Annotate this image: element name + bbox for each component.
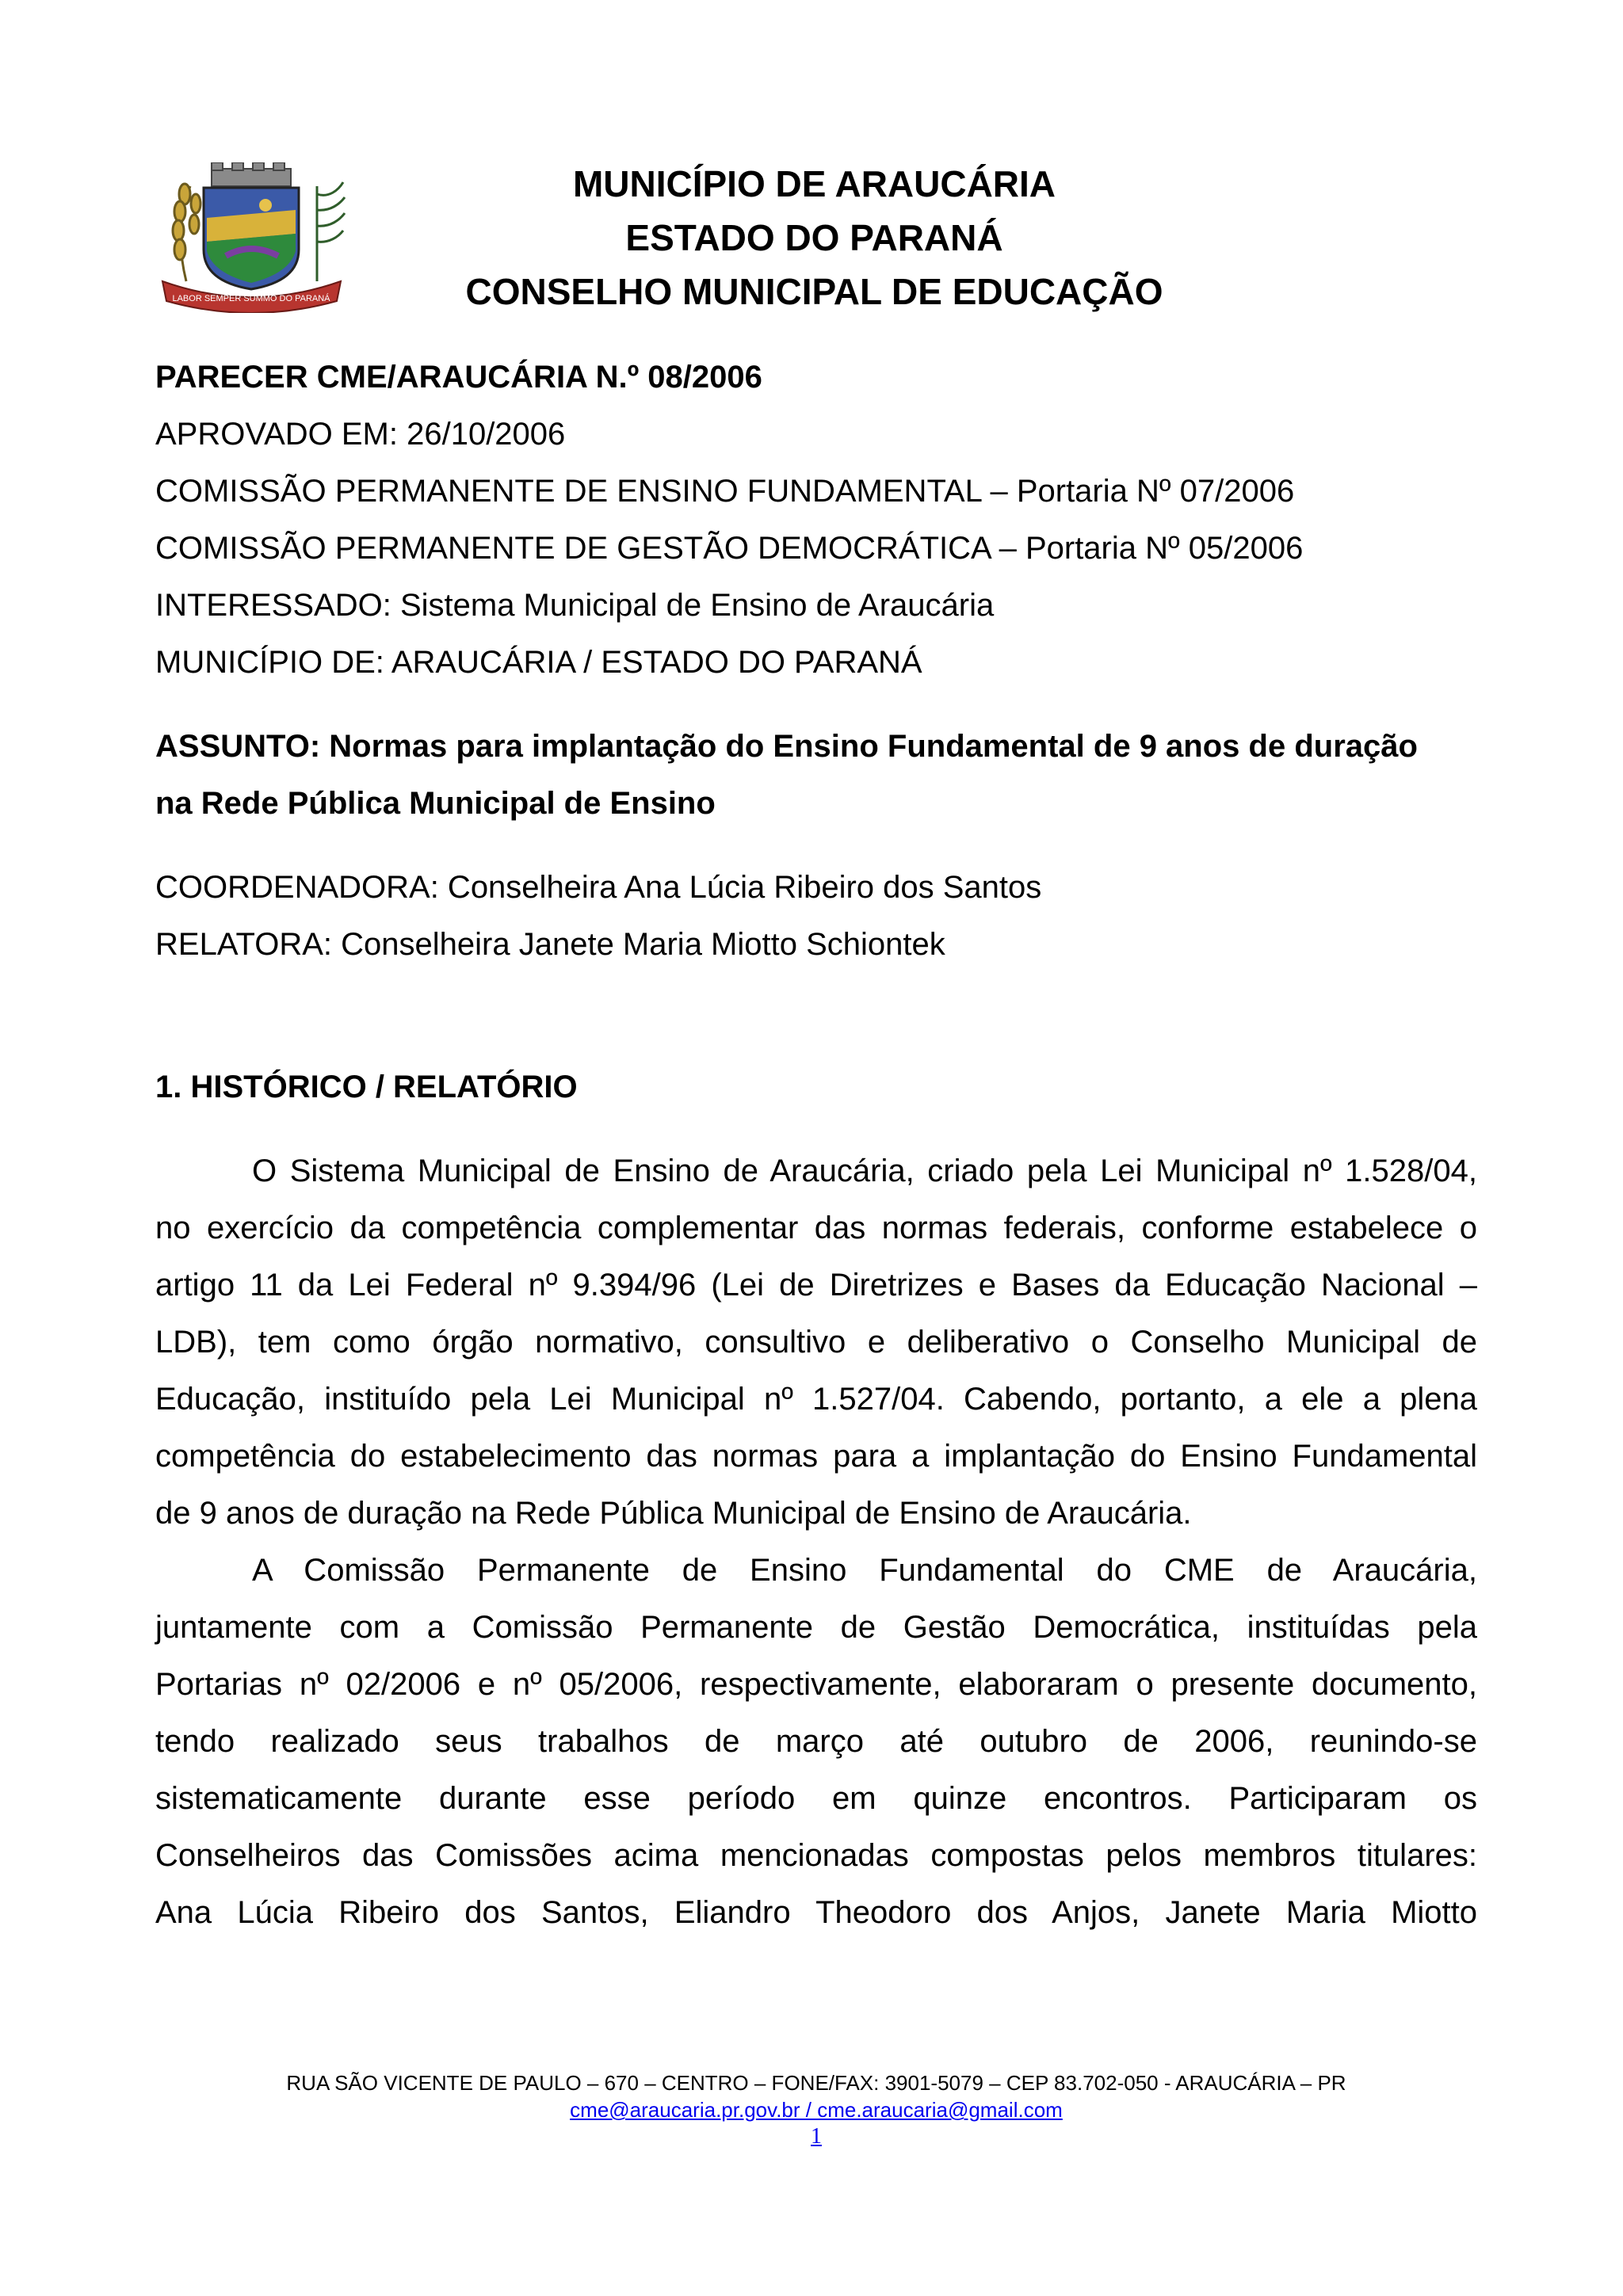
subject-line-2: na Rede Pública Municipal de Ensino	[155, 786, 716, 821]
header-municipality: MUNICÍPIO DE ARAUCÁRIA	[572, 163, 1056, 204]
header-state: ESTADO DO PARANÁ	[625, 217, 1003, 258]
commission-ensino-fundamental: COMISSÃO PERMANENTE DE ENSINO FUNDAMENTAL – Portaria Nº 07/2006	[155, 474, 1295, 509]
paragraph-line: Conselheiros das Comissões acima mencionadas compostas pelos membros titulares:	[155, 1838, 1477, 1873]
municipality-line: MUNICÍPIO DE: ARAUCÁRIA / ESTADO DO PARANÁ	[155, 645, 922, 680]
rapporteur: RELATORA: Conselheira Janete Maria Miotto Schiontek	[155, 927, 945, 962]
paragraph-1	[155, 1142, 1477, 1542]
page-number: 1	[811, 2124, 822, 2149]
commission-gestao-democratica: COMISSÃO PERMANENTE DE GESTÃO DEMOCRÁTICA – Portaria Nº 05/2006	[155, 531, 1304, 566]
paragraph-line: A Comissão Permanente de Ensino Fundamental do CME de Araucária,	[252, 1553, 1477, 1588]
section-title: 1. HISTÓRICO / RELATÓRIO	[155, 1070, 578, 1104]
paragraph-line: juntamente com a Comissão Permanente de Gestão Democrática, instituídas pela	[155, 1610, 1477, 1645]
paragraph-line: de 9 anos de duração na Rede Pública Municipal de Ensino de Araucária.	[155, 1496, 1192, 1531]
paragraph-line: sistematicamente durante esse período em quinze encontros. Participaram os	[155, 1781, 1477, 1816]
paragraph-line: Educação, instituído pela Lei Municipal nº 1.527/04. Cabendo, portanto, a ele a plena	[155, 1382, 1477, 1417]
document-header	[349, 157, 1280, 318]
paragraph-line: tendo realizado seus trabalhos de março até outubro de 2006, reunindo-se	[155, 1724, 1477, 1759]
approval-date: APROVADO EM: 26/10/2006	[155, 417, 566, 452]
paragraph-line: Ana Lúcia Ribeiro dos Santos, Eliandro Theodoro dos Anjos, Janete Maria Miotto	[155, 1895, 1477, 1930]
subject-line-1: ASSUNTO: Normas para implantação do Ensino Fundamental de 9 anos de duração	[155, 729, 1418, 764]
document-footer	[155, 2069, 1477, 2150]
paragraph-line: LDB), tem como órgão normativo, consultivo e deliberativo o Conselho Municipal de	[155, 1325, 1477, 1360]
header-council: CONSELHO MUNICIPAL DE EDUCAÇÃO	[465, 271, 1163, 312]
footer-address: RUA SÃO VICENTE DE PAULO – 670 – CENTRO – FONE/FAX: 3901-5079 – CEP 83.702-050 - ARAUCÁRIA – PR	[286, 2071, 1346, 2095]
paragraph-2	[155, 1542, 1477, 1941]
footer-email-link[interactable]: cme@araucaria.pr.gov.br / cme.araucaria@gmail.com	[570, 2098, 1063, 2122]
coordinator: COORDENADORA: Conselheira Ana Lúcia Ribeiro dos Santos	[155, 870, 1042, 905]
paragraph-line: Portarias nº 02/2006 e nº 05/2006, respectivamente, elaboraram o presente documento,	[155, 1667, 1477, 1702]
parecer-number: PARECER CME/ARAUCÁRIA N.º 08/2006	[155, 360, 762, 395]
paragraph-line: no exercício da competência complementar das normas federais, conforme estabelece o	[155, 1211, 1477, 1245]
paragraph-line: artigo 11 da Lei Federal nº 9.394/96 (Lei de Diretrizes e Bases da Educação Nacional –	[155, 1268, 1477, 1302]
municipal-crest-icon	[155, 162, 349, 313]
paragraph-line: O Sistema Municipal de Ensino de Araucária, criado pela Lei Municipal nº 1.528/04,	[252, 1154, 1477, 1188]
document-body	[155, 349, 1477, 1941]
interested-party: INTERESSADO: Sistema Municipal de Ensino de Araucária	[155, 588, 995, 623]
crest-motto: LABOR SEMPER SUMMO DO PARANÁ	[172, 294, 330, 303]
paragraph-line: competência do estabelecimento das normas para a implantação do Ensino Fundamental	[155, 1439, 1477, 1474]
